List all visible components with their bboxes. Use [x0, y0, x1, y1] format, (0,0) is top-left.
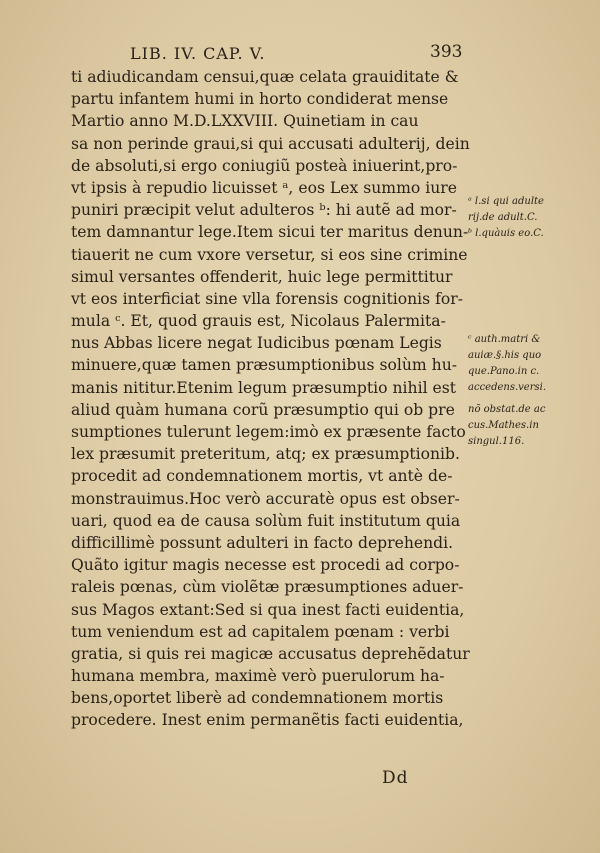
text-line: vt eos interficiat sine vlla forensis cognitionis for-: [71, 289, 463, 308]
text-line: Martio anno M.D.LXXVIII. Quinetiam in cau: [71, 112, 419, 131]
text-line: procedere. Inest enim permanẽtis facti euidentia,: [71, 711, 464, 730]
text-line: vt ipsis à repudio licuisset ᵃ, eos Lex summo iure: [71, 178, 457, 197]
text-line: puniri præcipit velut adulteros ᵇ: hi autẽ ad mor-: [71, 201, 457, 220]
text-line: aliud quàm humana corũ præsumptio qui ob pre: [71, 400, 455, 419]
text-line: de absoluti,si ergo coniugiũ posteà iniuerint,pro-: [71, 156, 458, 175]
text-line: raleis pœnas, cùm violẽtæ præsumptiones aduer-: [71, 578, 464, 597]
text-line: tem damnantur lege.Item sicui ter maritus denun-: [71, 223, 469, 242]
text-line: simul versantes offenderit, huic lege permittitur: [71, 267, 453, 286]
text-line: monstrauimus.Hoc verò accuratè opus est obser-: [71, 489, 460, 508]
text-line: humana membra, maximè verò puerulorum ha-: [71, 667, 445, 686]
text-line: sumptiones tulerunt legem:imò ex præsente facto: [71, 423, 466, 441]
marginal-note: accedens.versi.: [468, 382, 547, 393]
signature-mark: Dd: [382, 768, 409, 788]
text-line: lex præsumit preteritum, atq; ex præsumptionib.: [71, 445, 460, 464]
text-line: difficillimè possunt adulteri in facto deprehendi.: [71, 533, 454, 552]
marginal-note: que.Pano.in c.: [468, 366, 540, 377]
marginal-note: singul.116.: [468, 436, 525, 447]
running-title: LIB. IV. CAP. V.: [130, 44, 266, 63]
text-line: Quãto igitur magis necesse est procedi ad corpo-: [71, 556, 460, 575]
marginal-note: rij.de adult.C.: [468, 212, 538, 223]
text-line: nus Abbas licere negat Iudicibus pœnam Legis: [71, 334, 442, 353]
marginal-note: ᶜ auth.matri &: [468, 334, 541, 345]
text-line: sa non perinde graui,si qui accusati adulterij, dein: [71, 134, 470, 153]
text-line: procedit ad condemnationem mortis, vt antè de-: [71, 467, 453, 486]
marginal-note: ᵇ l.quàuis eo.C.: [468, 228, 544, 239]
page-number: 393: [430, 42, 463, 62]
text-line: mula ᶜ. Et, quod grauis est, Nicolaus Palermita-: [71, 312, 446, 331]
text-line: ti adiudicandam censui,quæ celata grauiditate &: [71, 68, 459, 86]
text-line: minuere,quæ tamen præsumptionibus solùm hu-: [71, 356, 458, 375]
marginal-note: nõ obstat.de ac: [468, 404, 546, 415]
text-line: bens,oportet liberè ad condemnationem mortis: [71, 689, 444, 708]
marginal-note: auiæ.§.his quo: [468, 350, 542, 361]
text-line: gratia, si quis rei magicæ accusatus deprehẽdatur: [71, 644, 470, 663]
text-line: tum veniendum est ad capitalem pœnam : verbi: [71, 622, 450, 641]
marginal-note: cus.Mathes.in: [468, 420, 539, 431]
text-line: partu infantem humi in horto condiderat mense: [71, 90, 449, 109]
text-line: manis nititur.Etenim legum præsumptio nihil est: [71, 378, 457, 397]
marginal-note: ᵃ l.si qui adulte: [468, 196, 544, 207]
main-text-block: [71, 66, 471, 732]
text-line: tiauerit ne cum vxore versetur, si eos sine crimine: [71, 245, 468, 264]
text-line: uari, quod ea de causa solùm fuit institutum quia: [71, 511, 461, 530]
text-line: sus Magos extant:Sed si qua inest facti euidentia,: [71, 600, 465, 619]
